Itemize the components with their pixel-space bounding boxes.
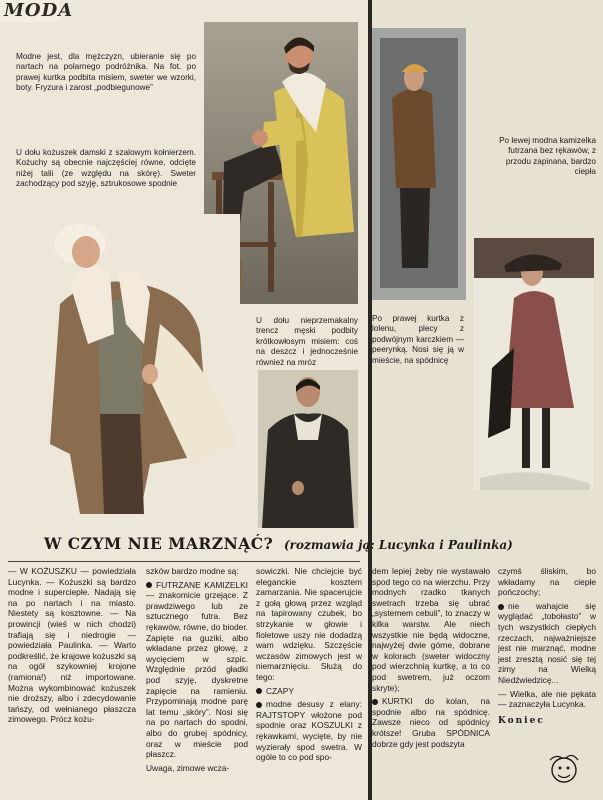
photo-woman-snow-jacket xyxy=(474,238,594,490)
article-column-3-intro: sowiczki. Nie chciejcie być eleganckie kosztem zamarzania. Nie spacerujcie z gołą głową przez wzgląd na tapirowany czubek, bo strzykanie w głowie i fioletowe uszy nie dodadzą wam wdzięku. Szczęście wczasów zimowych jest w niemarznięciu. Służą do tego: xyxy=(256,566,362,682)
caption-fur-vest: Po lewej modna kamizelka futrzana bez rękawów, z przodu zapinana, bardzo ciepła xyxy=(499,136,596,177)
photo-man-trench-image xyxy=(258,370,358,528)
article-column-5 xyxy=(498,566,596,726)
right-page xyxy=(372,0,603,800)
article-column-4-jackets: KURTKI do kolan, na spodnie albo na spódnicę. Zawsze nieco od spódnicy krótsze! Gruba SPÓDNICA dobrze gdy jest podszyta xyxy=(372,696,490,749)
article-column-3-caps: CZAPY xyxy=(266,685,294,696)
bullet-icon xyxy=(146,582,152,588)
photo-woman-sheepskin xyxy=(40,214,240,520)
photo-man-trench xyxy=(258,370,358,528)
article-column-1 xyxy=(8,566,136,725)
article-column-3 xyxy=(256,566,362,763)
article-column-5-text: czymś śliskim, bo wkładamy na ciepłe pończochy; xyxy=(498,566,596,598)
section-header xyxy=(0,0,74,22)
photo-woman-fur-vest xyxy=(372,28,466,300)
article-column-2-intro: szków bardzo modne są: xyxy=(146,566,239,576)
article-end: Koniec xyxy=(498,715,545,726)
bullet-icon xyxy=(498,604,504,610)
article-column-2 xyxy=(146,566,248,773)
photo-woman-sheepskin-image xyxy=(40,214,240,520)
photo-woman-snow-jacket-image xyxy=(474,238,594,490)
bullet-icon xyxy=(256,688,262,694)
photo-woman-fur-vest-image xyxy=(372,28,466,300)
bullet-icon xyxy=(256,702,262,708)
section-title: MODA xyxy=(4,0,74,21)
article-column-2-tail: Uwaga, zimowe wcza- xyxy=(146,762,230,773)
article-column-5-advice: nie wahajcie się wyglądać „tobołasto” w tych wszystkich ciepłych rzeczach, najważniejsze jest nie marznąć, modne jest zresztą nosić się tej zimy na Wielką Niedźwiedzicę... xyxy=(498,600,596,685)
article-column-4-text: dem lepiej żeby nie wystawało spod tego co na wierzchu. Przy modnych rzadko tkanych swetrach trzeba się ubrać „systemem cebuli”, to znaczy w kilka warstw. Ale niech wszystkie nie będą widoczne, najwyżej dwie górne, dobrane w kolorach (sweter widoczny pod wierzchnią kurtkę, a to co pod swetrem, już oczom skryte); xyxy=(372,566,490,693)
headline-title: W CZYM NIE MARZNĄĆ? xyxy=(44,534,274,553)
bullet-icon xyxy=(372,699,378,705)
face-doodle-icon xyxy=(542,750,586,790)
article-column-5-quote: — Wielka, ale nie pękata — zaznaczyła Lucynka. xyxy=(498,688,596,710)
headline-rule xyxy=(8,561,360,562)
headline-subtitle-text: (rozmawia ją: Lucynka i Paulinka) xyxy=(284,538,513,552)
article-column-1-text: — W KOŻUSZKU — powiedziała Lucynka. — Kożuszki są bardzo modne i superciepłe. Nadają się na po nartach i na miasto. Niestety są kosztowne. — Na prowincji (wieś w nich chodzi) trafiają się i niedrogie — powiedziała Paulinka. — Warto podkreślić, że krajowe kożuszki są na ogół szykowniej krojone (ramiona!) niż importowane. Można wykombinować kożuszek nie droższy, albo i zdecydowanie tańszy, od wełnianego płaszcza zimowego. Prócz kożu- xyxy=(8,566,137,725)
headline-subtitle xyxy=(284,536,600,554)
caption-jacket: Po prawej kurtka z lolenu, plecy z podwójnym karczkiem — peerynką. Nosi się ją w mieście, na spódnicę xyxy=(372,314,464,365)
caption-men-polar: Modne jest, dla mężczyzn, ubieranie się po nartach na polarnego podróżnika. Na fot. po prawej kurtka podbita misiem, sweter we wzorki, boty. Fryzura i zarost „podbiegunowe” xyxy=(16,52,196,93)
caption-women-sheepskin: U dołu kożuszek damski z szalowym kołnierzem. Kożuchy są obecnie najczęściej równe, odcięte niżej talii (ze względu na skórę). Sweter zachodzący pod szyję, sztrukosowe spodnie xyxy=(16,148,196,189)
article-column-2-vests: FUTRZANE KAMIZELKI — znakomicie grzejące. Z prawdziwego lub ze sztucznego futra. Bez rękawów, równe, do bioder. Zapięte na guziki, albo wkładane przez głowę, z wycięciem w szpic. Względnie przód gładki pod szyję, dyskretne zapięcie na ramieniu. Przypominają modne parę lat temu „skóry”. Nosi się na po nartach do spodni, albo do grubej spódnicy, oraz w mieście pod płaszcz. xyxy=(146,579,248,760)
article-column-4 xyxy=(372,566,490,749)
caption-men-trench: U dołu nieprzemakalny trencz męski podbity krótkowłosym misiem: coś na deszcz i jednocześnie również na mróz xyxy=(256,316,358,367)
article-column-3-underwear: modne desusy z elany: RAJTSTOPY włożone pod spodnie oraz KOSZULKI z rękawkami, wycięte, by nie wyzierały spod swetra. W ogóle to co pod spo- xyxy=(256,699,362,763)
